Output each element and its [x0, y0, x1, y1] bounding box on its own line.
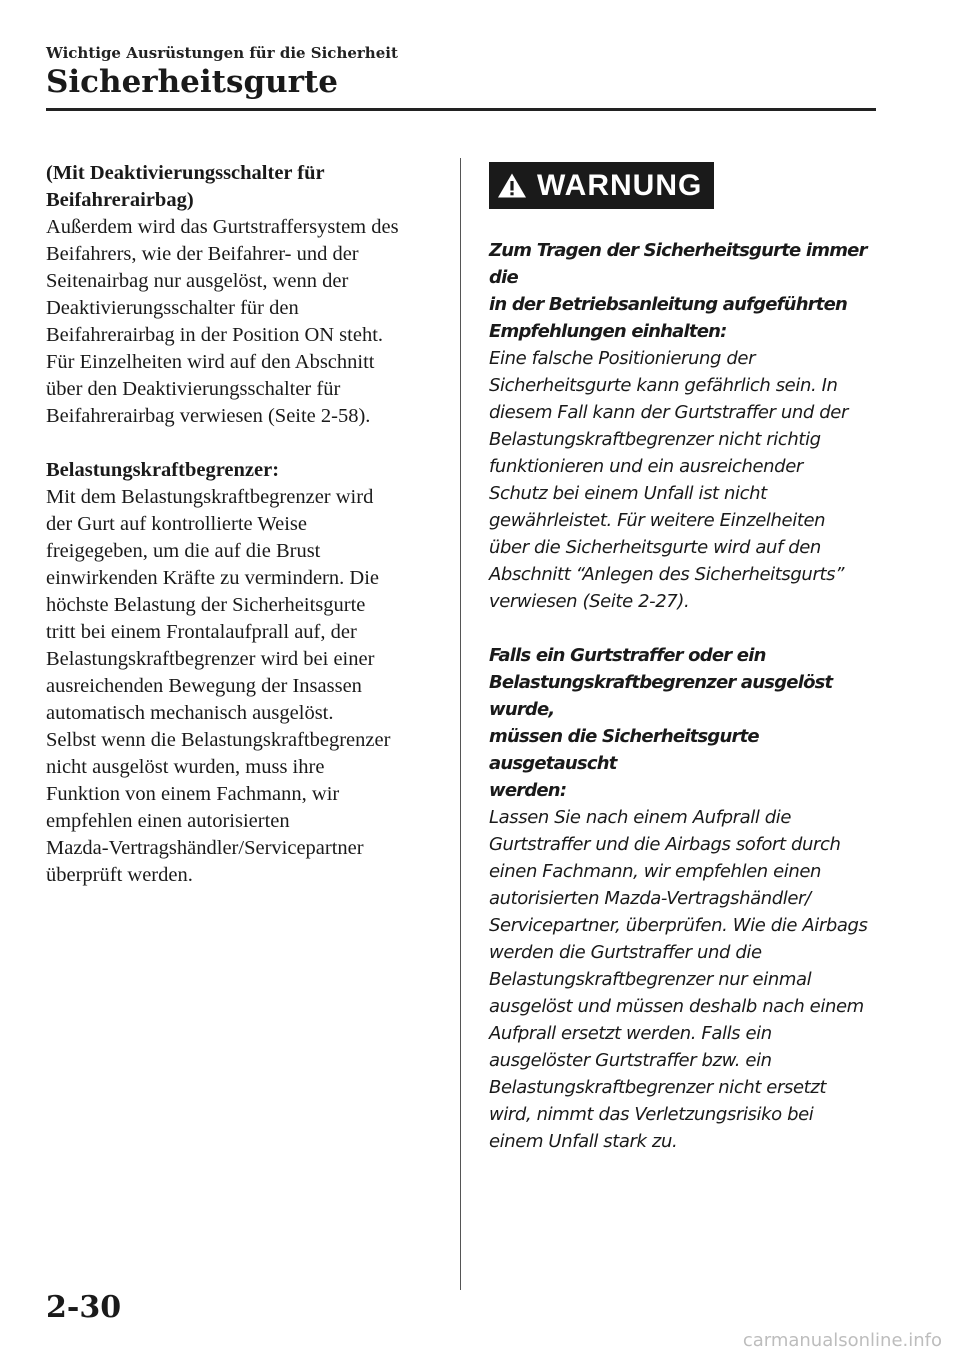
- paragraph-line: ausreichenden Bewegung der Insassen: [46, 675, 362, 697]
- paragraph-line: Beifahrers, wie der Beifahrer- und der: [46, 243, 359, 265]
- paragraph-line: überprüft werden.: [46, 864, 193, 886]
- paragraph-line: freigegeben, um die auf die Brust: [46, 540, 321, 562]
- warning-line: Belastungskraftbegrenzer nicht richtig: [489, 429, 821, 450]
- paragraph-line: höchste Belastung der Sicherheitsgurte: [46, 594, 366, 616]
- warning-label: WARNUNG: [537, 168, 703, 202]
- warning-heading: Zum Tragen der Sicherheitsgurte immer die: [489, 240, 867, 288]
- paragraph-line: Seitenairbag nur ausgelöst, wenn der: [46, 270, 349, 292]
- paragraph-line: tritt bei einem Frontalaufprall auf, der: [46, 621, 357, 643]
- warning-line: über die Sicherheitsgurte wird auf den: [489, 537, 821, 558]
- left-column: [46, 160, 446, 889]
- paragraph-line: Deaktivierungsschalter für den: [46, 297, 299, 319]
- page-title: Sicherheitsgurte: [46, 64, 339, 100]
- warning-line: ausgelöster Gurtstraffer bzw. ein: [489, 1050, 772, 1071]
- warning-heading: müssen die Sicherheitsgurte ausgetauscht: [489, 726, 759, 774]
- warning-line: einen Fachmann, wir empfehlen einen: [489, 861, 822, 882]
- warning-line: werden die Gurtstraffer und die: [489, 942, 762, 963]
- warning-block: [489, 642, 884, 1155]
- warning-heading: Belastungskraftbegrenzer ausgelöst wurde,: [489, 672, 833, 720]
- paragraph-line: Selbst wenn die Belastungskraftbegrenzer: [46, 729, 391, 751]
- section-heading: Beifahrerairbag): [46, 189, 194, 211]
- warning-line: Gurtstraffer und die Airbags sofort durch: [489, 834, 841, 855]
- warning-line: Servicepartner, überprüfen. Wie die Airbags: [489, 915, 868, 936]
- warning-triangle-icon: [497, 172, 527, 199]
- page-number: 2-30: [46, 1290, 122, 1325]
- column-divider: [460, 158, 461, 1290]
- section-heading: (Mit Deaktivierungsschalter für: [46, 162, 325, 184]
- warning-line: gewährleistet. Für weitere Einzelheiten: [489, 510, 826, 531]
- warning-line: funktionieren und ein ausreichender: [489, 456, 803, 477]
- warning-line: Schutz bei einem Unfall ist nicht: [489, 483, 767, 504]
- paragraph-line: automatisch mechanisch ausgelöst.: [46, 702, 334, 724]
- warning-line: Belastungskraftbegrenzer nur einmal: [489, 969, 812, 990]
- warning-line: wird, nimmt das Verletzungsrisiko bei: [489, 1104, 814, 1125]
- paragraph-line: einwirkenden Kräfte zu vermindern. Die: [46, 567, 379, 589]
- warning-badge: [489, 162, 714, 209]
- warning-line: Abschnitt “Anlegen des Sicherheitsgurts”: [489, 564, 845, 585]
- warning-heading: Falls ein Gurtstraffer oder ein: [489, 645, 766, 666]
- paragraph-line: Belastungskraftbegrenzer wird bei einer: [46, 648, 375, 670]
- paragraph-line: Für Einzelheiten wird auf den Abschnitt: [46, 351, 375, 373]
- header-divider: [46, 108, 876, 111]
- warning-line: einem Unfall stark zu.: [489, 1131, 678, 1152]
- paragraph-line: Beifahrerairbag verwiesen (Seite 2-58).: [46, 405, 371, 427]
- warning-line: autorisierten Mazda-Vertragshändler/: [489, 888, 811, 909]
- paragraph-line: Beifahrerairbag in der Position ON steht.: [46, 324, 384, 346]
- paragraph-line: Mit dem Belastungskraftbegrenzer wird: [46, 486, 374, 508]
- warning-column: [489, 162, 884, 1155]
- paragraph-line: der Gurt auf kontrollierte Weise: [46, 513, 307, 535]
- section-subtitle: Wichtige Ausrüstungen für die Sicherheit: [46, 44, 398, 62]
- warning-line: Belastungskraftbegrenzer nicht ersetzt: [489, 1077, 826, 1098]
- warning-line: Eine falsche Positionierung der: [489, 348, 756, 369]
- paragraph-line: Mazda-Vertragshändler/Servicepartner: [46, 837, 364, 859]
- watermark: carmanualsonline.info: [742, 1330, 942, 1351]
- warning-heading: Empfehlungen einhalten:: [489, 321, 727, 342]
- warning-line: diesem Fall kann der Gurtstraffer und der: [489, 402, 848, 423]
- warning-heading: in der Betriebsanleitung aufgeführten: [489, 294, 848, 315]
- paragraph-line: Außerdem wird das Gurtstraffersystem des: [46, 216, 399, 238]
- paragraph-line: empfehlen einen autorisierten: [46, 810, 290, 832]
- warning-heading: werden:: [489, 780, 567, 801]
- paragraph-line: über den Deaktivierungsschalter für: [46, 378, 341, 400]
- warning-line: verwiesen (Seite 2-27).: [489, 591, 690, 612]
- warning-line: ausgelöst und müssen deshalb nach einem: [489, 996, 864, 1017]
- warning-line: Lassen Sie nach einem Aufprall die: [489, 807, 792, 828]
- section-heading: Belastungskraftbegrenzer:: [46, 459, 280, 481]
- warning-line: Aufprall ersetzt werden. Falls ein: [489, 1023, 772, 1044]
- passenger-airbag-section: [46, 160, 446, 430]
- warning-line: Sicherheitsgurte kann gefährlich sein. In: [489, 375, 838, 396]
- paragraph-line: nicht ausgelöst wurden, muss ihre: [46, 756, 325, 778]
- paragraph-line: Funktion von einem Fachmann, wir: [46, 783, 340, 805]
- warning-body: [489, 237, 884, 1155]
- warning-block: [489, 237, 884, 615]
- load-limiter-section: [46, 457, 446, 889]
